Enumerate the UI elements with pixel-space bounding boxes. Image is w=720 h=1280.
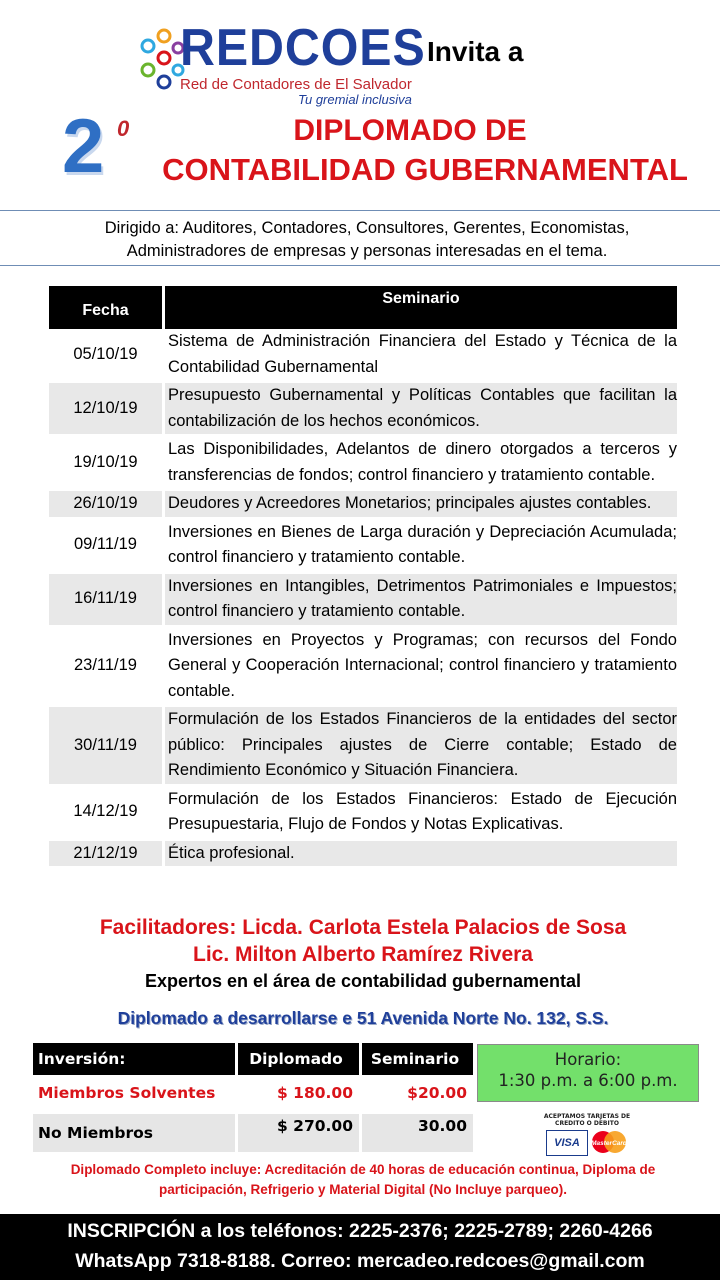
footer-phones: INSCRIPCIÓN a los teléfonos: 2225-2376; 2225-2789; 2260-4266 (67, 1220, 653, 1242)
table-row (49, 707, 677, 787)
row-date: 05/10/19 (49, 329, 162, 383)
table-row (49, 574, 677, 628)
visa-logo: VISA (546, 1130, 588, 1156)
header-diplomado: Diplomado (235, 1043, 359, 1075)
mastercard-text: MasterCard (591, 1140, 627, 1147)
row-date: 09/11/19 (49, 520, 162, 574)
divider-top (0, 210, 720, 211)
mastercard-logo (589, 1129, 629, 1155)
includes-line-1: Diplomado Completo incluye: Acreditación de 40 horas de educación continua, Diploma de (70, 1162, 656, 1177)
nonmembers-seminar-price: 30.00 (359, 1111, 473, 1152)
horario-box (477, 1044, 699, 1102)
table-row (49, 383, 677, 437)
row-seminar: Las Disponibilidades, Adelantos de dinero otorgados a terceros y transferencias de fondos; control financiero y tratamiento contable. (162, 437, 677, 491)
row-seminar: Formulación de los Estados Financieros: Estado de Ejecución Presupuestaria, Flujo de Fondos y Notas Explicativas. (162, 787, 677, 841)
members-diploma-price: $ 180.00 (235, 1075, 359, 1111)
row-date: 19/10/19 (49, 437, 162, 491)
row-seminar: Deudores y Acreedores Monetarios; principales ajustes contables. (162, 491, 677, 520)
table-row (49, 628, 677, 708)
edition-ordinal: 0 (117, 116, 130, 141)
accepted-cards (543, 1113, 631, 1155)
table-row (49, 520, 677, 574)
table-row (49, 329, 677, 383)
row-seminar: Ética profesional. (162, 841, 677, 870)
schedule-table (49, 286, 677, 869)
header-seminario-price: Seminario (359, 1043, 473, 1075)
title-line-1: DIPLOMADO DE (293, 114, 527, 147)
table-row (49, 491, 677, 520)
row-seminar: Inversiones en Intangibles, Detrimentos Patrimoniales e Impuestos; control financiero y tratamiento contable. (162, 574, 677, 628)
header-seminario: Seminario (162, 286, 677, 329)
members-label: Miembros Solventes (38, 1084, 216, 1102)
facilitators-line-2: Lic. Milton Alberto Ramírez Rivera (193, 943, 533, 966)
header-fecha: Fecha (49, 286, 162, 329)
includes-text (0, 1160, 720, 1200)
row-date: 16/11/19 (49, 574, 162, 628)
row-seminar: Formulación de los Estados Financieros de la entidades del sector público: Principales ajustes de Cierre contable; Estado de Rendimiento Económico y Situación Financiera. (162, 707, 677, 787)
pricing-table (33, 1043, 473, 1152)
audience-line-1: Dirigido a: Auditores, Contadores, Consultores, Gerentes, Economistas, (104, 219, 630, 237)
brand-subtitle: Red de Contadores de El Salvador (180, 76, 412, 93)
table-row (49, 841, 677, 870)
members-seminar-price: $20.00 (359, 1075, 473, 1111)
row-seminar: Inversiones en Bienes de Larga duración y Depreciación Acumulada; control financiero y tratamiento contable. (162, 520, 677, 574)
contact-footer (0, 1214, 720, 1280)
table-row (33, 1075, 473, 1111)
cards-label: ACEPTAMOS TARJETAS DE CREDITO O DEBITO (543, 1113, 631, 1127)
table-row (49, 787, 677, 841)
edition-number: 2 (62, 104, 105, 189)
venue-text: Diplomado a desarrollarse e 51 Avenida Norte No. 132, S.S. (117, 1008, 609, 1028)
row-date: 12/10/19 (49, 383, 162, 437)
row-date: 14/12/19 (49, 787, 162, 841)
row-date: 23/11/19 (49, 628, 162, 708)
facilitators-line-1: Facilitadores: Licda. Carlota Estela Palacios de Sosa (99, 916, 627, 939)
header-inversion: Inversión: (33, 1043, 235, 1075)
audience-text (0, 217, 720, 263)
divider-bottom (0, 265, 720, 266)
table-row (49, 437, 677, 491)
row-date: 21/12/19 (49, 841, 162, 870)
row-seminar: Presupuesto Gubernamental y Políticas Contables que facilitan la contabilización de los hechos económicos. (162, 383, 677, 437)
row-seminar: Sistema de Administración Financiera del Estado y Técnica de la Contabilidad Gubernamental (162, 329, 677, 383)
invita-text: Invita a (427, 36, 524, 67)
row-date: 30/11/19 (49, 707, 162, 787)
horario-title: Horario: (554, 1050, 622, 1069)
footer-whatsapp-email: WhatsApp 7318-8188. Correo: mercadeo.redcoes@gmail.com (75, 1250, 645, 1272)
row-seminar: Inversiones en Proyectos y Programas; con recursos del Fondo General y Cooperación Internacional; control financiero y tratamiento contable. (162, 628, 677, 708)
redcoes-logo (128, 16, 426, 108)
includes-line-2: participación, Refrigerio y Material Digital (No Incluye parqueo). (158, 1182, 568, 1197)
title-line-2: CONTABILIDAD GUBERNAMENTAL (162, 152, 688, 187)
audience-line-2: Administradores de empresas y personas interesadas en el tema. (126, 242, 608, 260)
experts-text: Expertos en el área de contabilidad gubernamental (144, 971, 582, 991)
nonmembers-diploma-price: $ 270.00 (235, 1111, 359, 1152)
brand-name: REDCOES (180, 19, 426, 77)
table-row (33, 1111, 473, 1152)
row-date: 26/10/19 (49, 491, 162, 520)
nonmembers-label: No Miembros (33, 1111, 235, 1152)
horario-time: 1:30 p.m. a 6:00 p.m. (498, 1071, 678, 1090)
brand-tagline: Tu gremial inclusiva (298, 92, 412, 107)
